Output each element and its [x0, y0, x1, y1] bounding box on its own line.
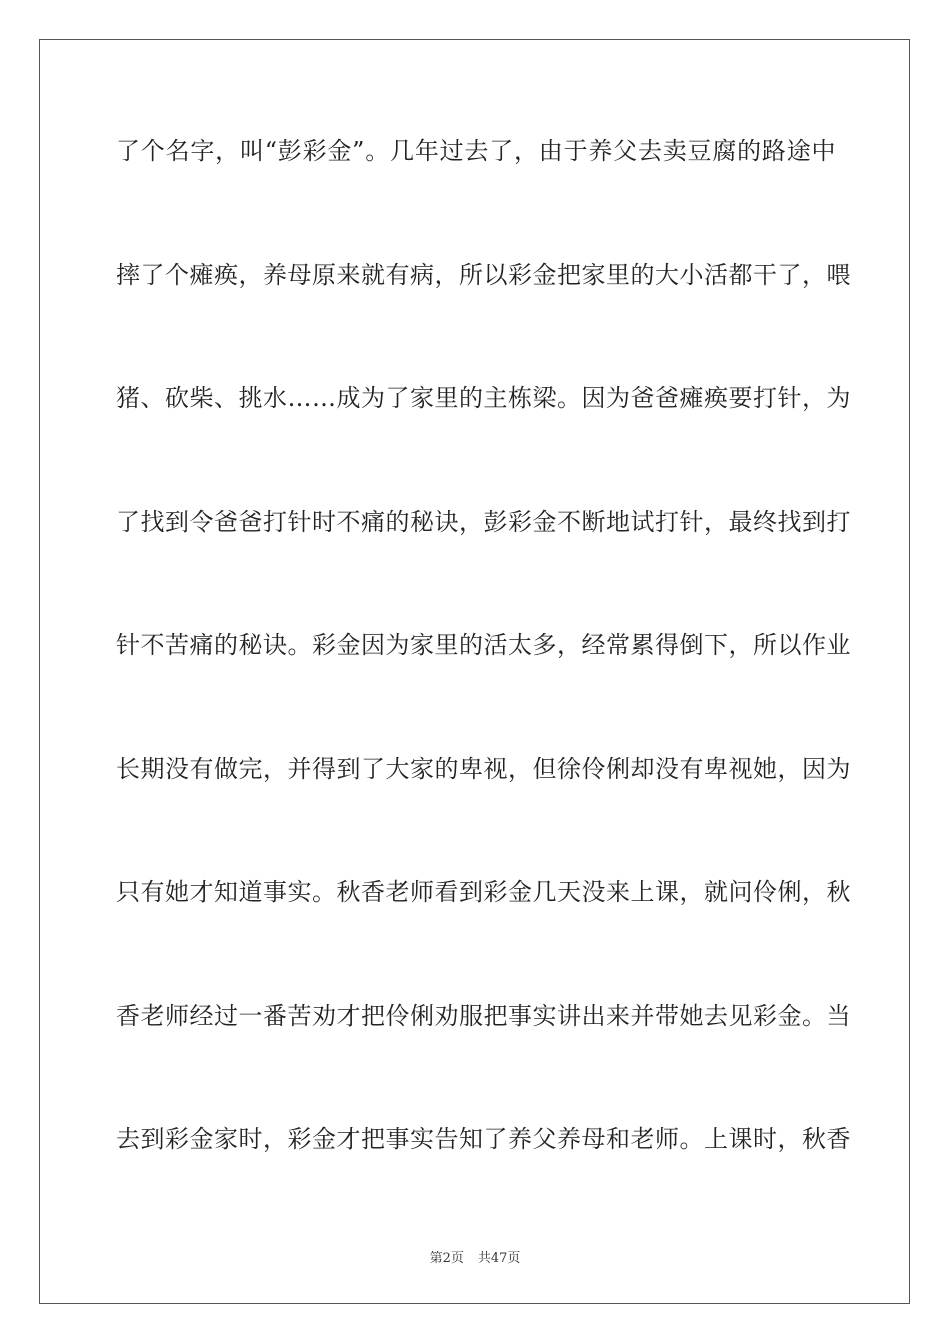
text-line: 香老师经过一番苦劝才把伶俐劝服把事实讲出来并带她去见彩金。当: [116, 1001, 851, 1030]
page-number: 第2页: [429, 1251, 464, 1266]
page-footer: [0, 1247, 950, 1266]
document-body: [116, 125, 851, 1237]
text-line: 摔了个瘫痪，养母原来就有病，所以彩金把家里的大小活都干了，喂: [116, 260, 851, 289]
text-line: 了找到令爸爸打针时不痛的秘诀，彭彩金不断地试打针，最终找到打: [116, 507, 851, 536]
text-line: 猪、砍柴、挑水……成为了家里的主栋梁。因为爸爸瘫痪要打针，为: [116, 384, 851, 412]
text-line: 针不苦痛的秘诀。彩金因为家里的活太多，经常累得倒下，所以作业: [116, 631, 851, 659]
text-line: 去到彩金家时，彩金才把事实告知了养父养母和老师。上课时，秋香: [116, 1125, 851, 1153]
page-total: 共47页: [477, 1251, 521, 1266]
text-line: 长期没有做完，并得到了大家的卑视，但徐伶俐却没有卑视她，因为: [116, 754, 851, 783]
text-line: 只有她才知道事实。秋香老师看到彩金几天没来上课，就问伶俐，秋: [116, 878, 851, 906]
text-line: 了个名字，叫“彭彩金”。几年过去了，由于养父去卖豆腐的路途中: [116, 137, 836, 165]
